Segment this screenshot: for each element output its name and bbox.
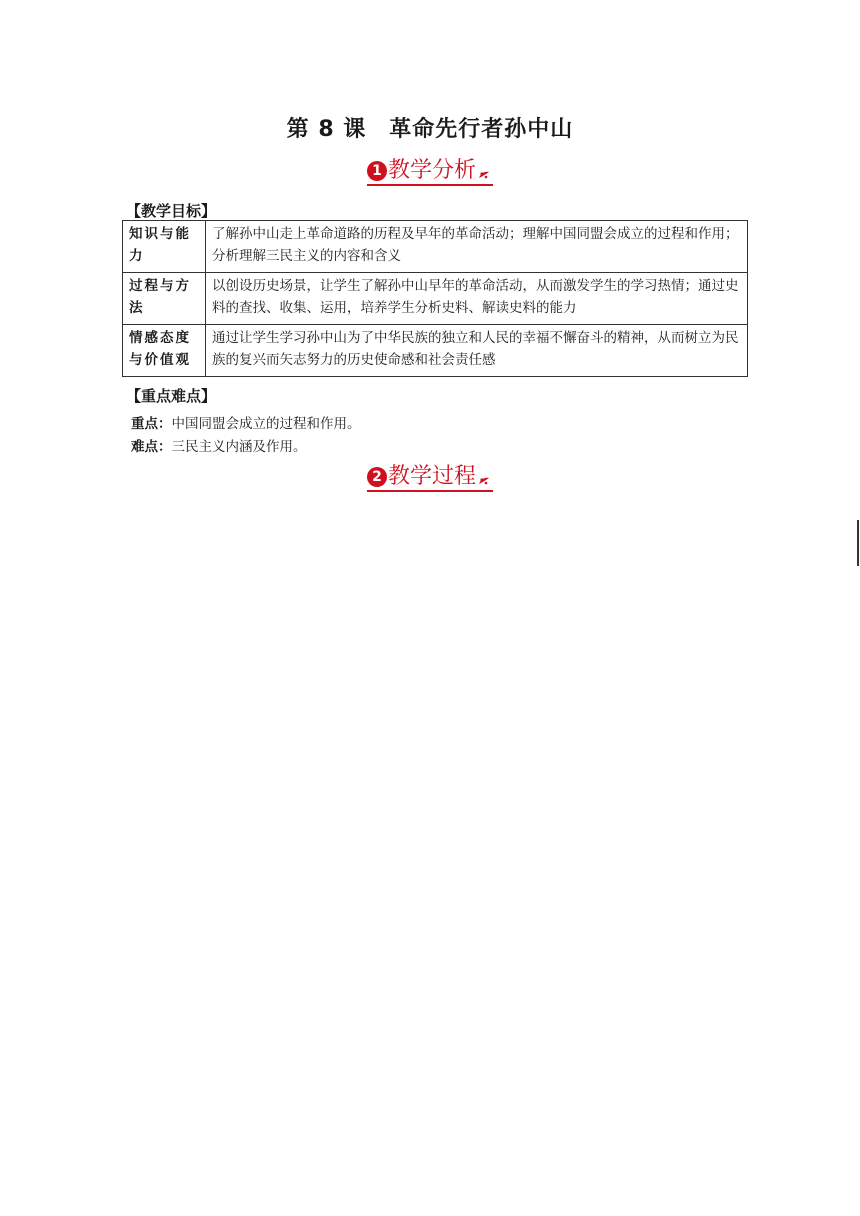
section-heading-process — [0, 464, 860, 492]
section-heading-analysis — [0, 158, 860, 186]
row-content-values: 通过让学生学习孙中山为了中华民族的独立和人民的幸福不懈奋斗的精神，从而树立为民族的复兴而矢志努力的历史使命感和社会责任感 — [206, 325, 748, 377]
section-title: 教学过程 — [387, 464, 476, 489]
leaf-ornament-icon — [477, 165, 491, 181]
row-label-values: 情感态度与价值观 — [123, 325, 206, 377]
focus-line — [131, 412, 361, 432]
focus-label: 重点： — [131, 416, 172, 432]
difficulty-text: 三民主义内涵及作用。 — [171, 439, 307, 455]
row-label-knowledge: 知识与能力 — [123, 221, 206, 273]
table-row — [123, 221, 748, 273]
focus-text: 中国同盟会成立的过程和作用。 — [171, 416, 361, 432]
section-number-badge: 2 — [367, 467, 387, 487]
row-content-knowledge: 了解孙中山走上革命道路的历程及早年的革命活动；理解中国同盟会成立的过程和作用；分析理解三民主义的内容和含义 — [206, 221, 748, 273]
key-points-heading: 【重点难点】 — [126, 387, 217, 405]
page-title: 第 8 课 革命先行者孙中山 — [286, 117, 574, 142]
page-edge-mark — [857, 520, 859, 566]
leaf-ornament-icon — [477, 471, 491, 487]
objectives-table — [122, 220, 748, 377]
difficulty-line — [131, 435, 307, 455]
objectives-heading: 【教学目标】 — [126, 202, 217, 220]
section-title: 教学分析 — [387, 158, 476, 183]
difficulty-label: 难点： — [131, 439, 172, 455]
table-row — [123, 325, 748, 377]
section-number-badge: 1 — [367, 161, 387, 181]
row-label-process: 过程与方法 — [123, 273, 206, 325]
table-row — [123, 273, 748, 325]
row-content-process: 以创设历史场景，让学生了解孙中山早年的革命活动，从而激发学生的学习热情；通过史料的查找、收集、运用，培养学生分析史料、解读史料的能力 — [206, 273, 748, 325]
